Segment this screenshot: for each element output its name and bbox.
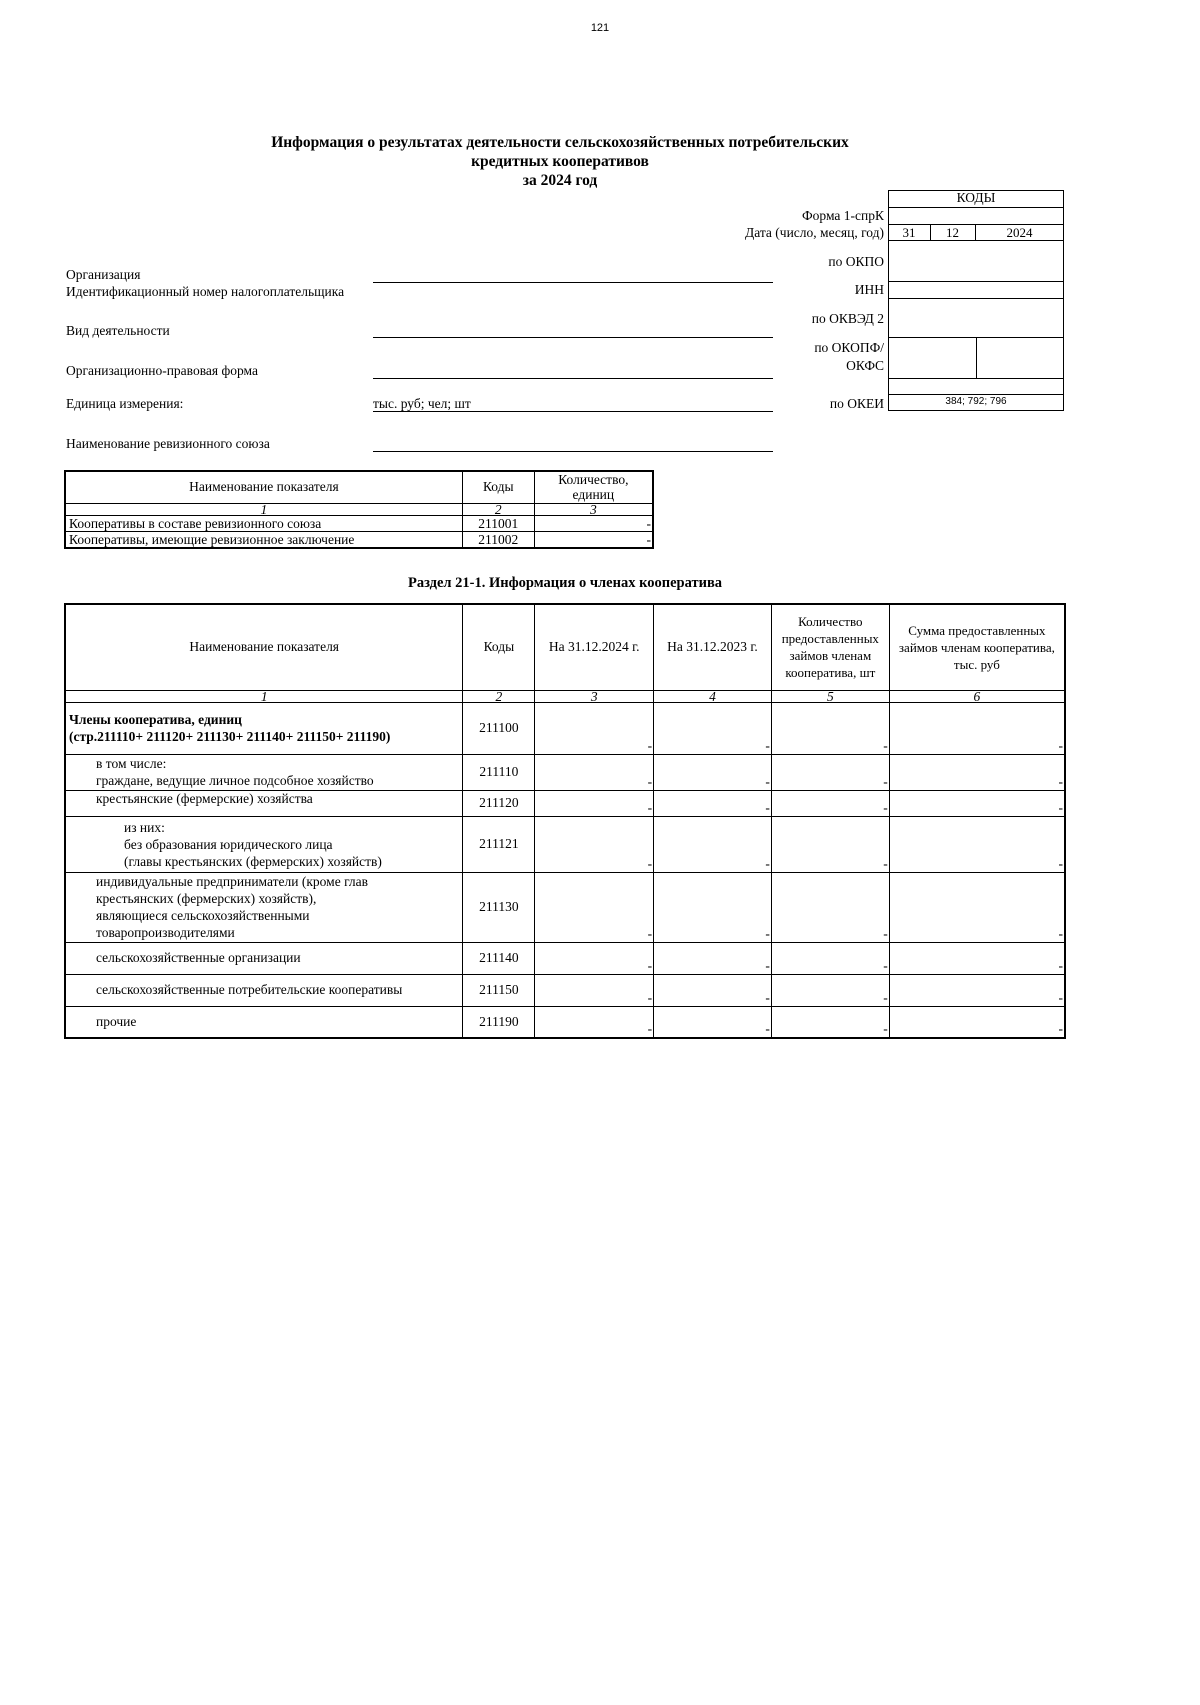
value-cell[interactable]: - <box>771 1006 889 1038</box>
value-cell[interactable]: - <box>654 754 772 790</box>
value-cell[interactable]: - <box>654 942 772 974</box>
date-day: 31 <box>902 225 916 240</box>
value-cell[interactable]: - <box>771 754 889 790</box>
table-row: сельскохозяйственные организации 211140 - - - - <box>65 942 1065 974</box>
form-title-line2: кредитных кооперативов <box>471 153 649 170</box>
okfs-label: ОКФС <box>846 358 884 373</box>
value-cell[interactable]: - <box>889 754 1065 790</box>
form-title-line3: за 2024 год <box>522 172 598 189</box>
t1-header-name: Наименование показателя <box>65 471 462 503</box>
date-month: 12 <box>946 225 959 240</box>
unit-label: Единица измерения: <box>66 396 184 411</box>
page-number: 121 <box>590 22 610 34</box>
t2-header-loans-sum: Сумма предоставленных займов членам кооператива, тыс. руб <box>889 604 1065 690</box>
section-title: Раздел 21-1. Информация о членах кооператива <box>407 575 723 591</box>
value-cell[interactable]: - <box>535 702 654 754</box>
value-cell[interactable]: - <box>535 1006 654 1038</box>
okpo-label: по ОКПО <box>828 254 884 269</box>
value-cell[interactable]: - <box>535 790 654 816</box>
value-cell[interactable]: - <box>535 816 654 872</box>
value-cell[interactable]: - <box>771 872 889 942</box>
value-cell[interactable]: - <box>654 702 772 754</box>
table-row: прочие 211190 - - - - <box>65 1006 1065 1038</box>
okei-label: по ОКЕИ <box>829 396 884 411</box>
table-row: Кооперативы в составе ревизионного союза 211001 - <box>65 515 653 531</box>
t1-header-code: Коды <box>462 471 534 503</box>
codes-header: КОДЫ <box>956 190 996 205</box>
union-label: Наименование ревизионного союза <box>66 436 270 451</box>
t2-header-loans-count: Количество предоставленных займов членам кооператива, шт <box>771 604 889 690</box>
value-cell[interactable]: - <box>654 790 772 816</box>
value-cell[interactable]: - <box>889 816 1065 872</box>
value-cell[interactable]: - <box>654 872 772 942</box>
value-cell[interactable]: - <box>771 816 889 872</box>
value-cell[interactable]: - <box>889 942 1065 974</box>
table-row: из них: без образования юридического лица (главы крестьянских (фермерских) хозяйств) 211121 - - - - <box>65 816 1065 872</box>
table-row: Кооперативы, имеющие ревизионное заключение 211002 - <box>65 531 653 548</box>
inn-code-label: ИНН <box>854 282 884 297</box>
form-label: Форма 1-спрК <box>802 208 884 223</box>
organization-field[interactable] <box>373 282 773 283</box>
value-cell[interactable]: - <box>889 974 1065 1006</box>
members-table: Наименование показателя Коды На 31.12.2024 г. На 31.12.2023 г. Количество предоставленных займов членам кооператива, шт Сумма предоставленных займов членам кооператива, тыс. руб 1 2 3 4 5 6 Члены кооператива, единиц (стр.211110+ 211120+ 211130+ 211140+ 211150+ 211190) 211100 - - - - в том числе: граждане, ведущие личное подсобное хозяйство 211110 - - - - крестьянские (фермерские) хозяйства 211120 - - - - из них: без образования юридического лица (главы крестьянских (фермерских) хозяйств) 211121 - - - - индивидуальные предприниматели (кроме глав крестьянских (фермерских) хозяйств), являющиеся сельскохозяйственными товаропроизводителями 211130 - - - - сельскохозяйственные организации 211140 - - - - сельскохозяйственные потребительские кооперативы 211150 - - - - прочие 211190 - - - - <box>64 603 1066 1039</box>
okopf-label: по ОКОПФ/ <box>814 340 884 355</box>
t2-header-code: Коды <box>463 604 535 690</box>
okei-value: 384; 792; 796 <box>945 396 1007 407</box>
value-cell[interactable]: - <box>889 702 1065 754</box>
value-cell[interactable]: - <box>654 974 772 1006</box>
unit-value: тыс. руб; чел; шт <box>373 396 471 411</box>
value-cell[interactable]: - <box>535 872 654 942</box>
value-cell[interactable]: - <box>654 1006 772 1038</box>
okved-label: по ОКВЭД 2 <box>811 311 884 326</box>
value-cell[interactable]: - <box>535 942 654 974</box>
value-cell[interactable]: - <box>889 1006 1065 1038</box>
t2-header-2024: На 31.12.2024 г. <box>535 604 654 690</box>
value-cell[interactable]: - <box>771 942 889 974</box>
value-cell[interactable]: - <box>534 515 653 531</box>
value-cell[interactable]: - <box>889 790 1065 816</box>
inn-label: Идентификационный номер налогоплательщика <box>66 284 345 299</box>
value-cell[interactable]: - <box>771 702 889 754</box>
value-cell[interactable]: - <box>535 974 654 1006</box>
table-row: сельскохозяйственные потребительские кооперативы 211150 - - - - <box>65 974 1065 1006</box>
value-cell[interactable]: - <box>889 872 1065 942</box>
t2-header-2023: На 31.12.2023 г. <box>654 604 772 690</box>
date-year: 2024 <box>1006 225 1033 240</box>
form-title-line1: Информация о результатах деятельности сельскохозяйственных потребительских <box>271 134 849 151</box>
legal-form-label: Организационно-правовая форма <box>66 363 258 378</box>
value-cell[interactable]: - <box>771 974 889 1006</box>
t2-header-name: Наименование показателя <box>65 604 463 690</box>
date-label: Дата (число, месяц, год) <box>745 225 884 240</box>
audit-union-table: Наименование показателя Коды Количество, единиц 1 2 3 Кооперативы в составе ревизионного союза 211001 - Кооперативы, имеющие ревизионное заключение 211002 - <box>64 470 654 549</box>
union-field[interactable] <box>373 451 773 452</box>
organization-label: Организация <box>66 267 141 282</box>
value-cell[interactable]: - <box>771 790 889 816</box>
value-cell[interactable]: - <box>535 754 654 790</box>
t1-header-qty: Количество, единиц <box>534 471 653 503</box>
table-row: индивидуальные предприниматели (кроме глав крестьянских (фермерских) хозяйств), являющиеся сельскохозяйственными товаропроизводителями 211130 - - - - <box>65 872 1065 942</box>
activity-field[interactable] <box>373 337 773 338</box>
table-row: крестьянские (фермерские) хозяйства 211120 - - - - <box>65 790 1065 816</box>
table-row: в том числе: граждане, ведущие личное подсобное хозяйство 211110 - - - - <box>65 754 1065 790</box>
value-cell[interactable]: - <box>534 531 653 548</box>
legal-form-field[interactable] <box>373 378 773 379</box>
table-row: Члены кооператива, единиц (стр.211110+ 211120+ 211130+ 211140+ 211150+ 211190) 211100 - - - - <box>65 702 1065 754</box>
value-cell[interactable]: - <box>654 816 772 872</box>
activity-label: Вид деятельности <box>66 323 170 338</box>
